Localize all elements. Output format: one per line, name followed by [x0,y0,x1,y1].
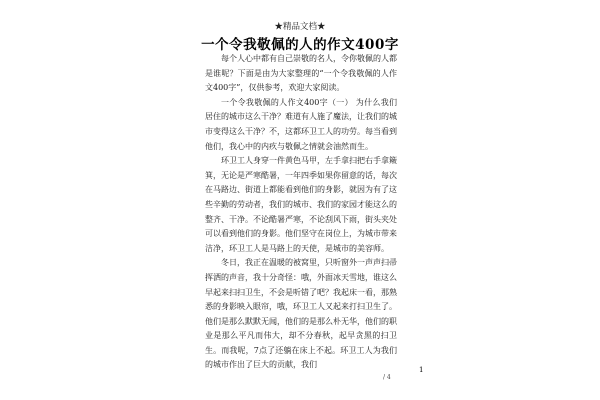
document-title: 一个令我敬佩的人的作文400字 [201,37,399,53]
corner-mark: 1 [419,366,424,374]
paragraph-intro: 每个人心中都有自己崇敬的名人，令你敬佩的人都是谁呢？下面是由为大家整理的“一个令我敬佩的人作文400字”，仅供参考，欢迎大家阅读。 [205,54,397,93]
article-body [205,52,397,373]
paragraph-3: 冬日，我正在温暖的被窝里，只听窗外一声声扫帚挥洒的声音，我十分奇怪：哦，外面冰天雪地，谁这么早起来扫扫卫生，不会是听错了吧？我起床一看，那熟悉的身影映入眼帘，哦，环卫工人又起来打扫卫生了。他们是那么默默无闻，他们的是那么朴无华，他们的职业是那么平凡而伟大，却不分春秋，起早贪黑的扫卫生。而我呢，7点了还躺在床上不起。环卫工人为我们的城市作出了巨大的贡献，我们 [205,258,397,370]
paragraph-2: 环卫工人身穿一件黄色马甲，左手拿扫把右手拿簸箕，无论是严寒酷暑，一年四季如果你留意的话，每次在马路边、街道上都能看到他们的身影，就因为有了这些辛勤的劳动者，我们的城市、我们的家园才能这么的整齐、干净。不论酷暑严寒，不论刮风下雨，街头夹处可以看到他们的身影。他们坚守在岗位上，为城市带来洁净，环卫工人是马路上的天使，是城市的美容师。 [205,156,397,253]
document-header: ★精品文档★ [274,22,326,32]
paragraph-1: 一个令我敬佩的人作文400字（一） 为什么我们居住的城市这么干净？难道有人施了魔法，让我们的城市变得这么干净？不，这都环卫工人的功劳。每当看到他们，我心中的内疚与敬佩之情就会油然而生。 [205,97,397,151]
page-number: / 4 [383,374,391,381]
